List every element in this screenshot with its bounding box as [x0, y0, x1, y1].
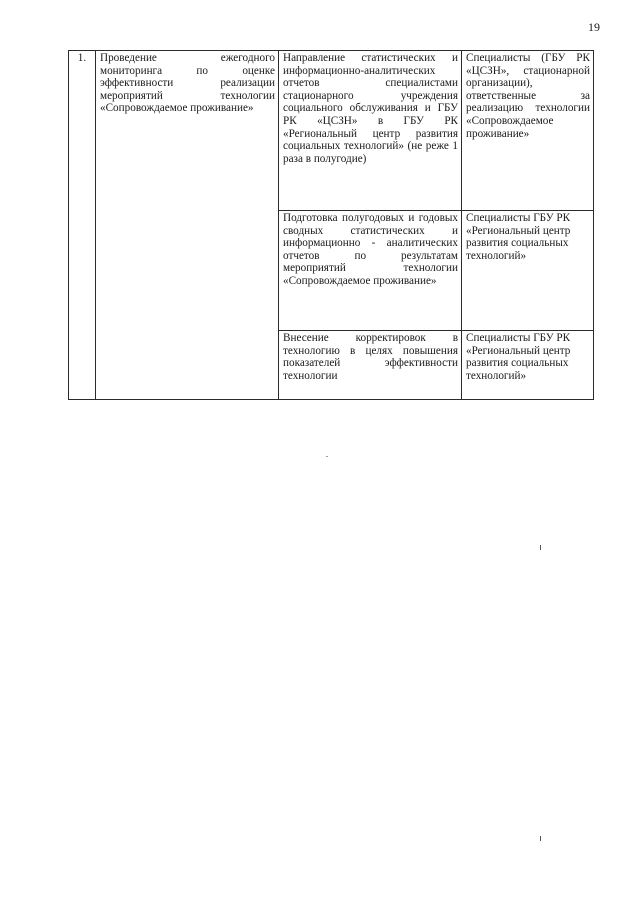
row-number-cell: 1.	[69, 51, 96, 400]
responsible-cell: Специалисты ГБУ РК «Региональный центр развития социальных технологий»	[462, 211, 594, 331]
responsible-cell: Специалисты (ГБУ РК «ЦСЗН», стационарной организации), ответственные за реализацию технологии «Сопровождаемое проживание»	[462, 51, 594, 211]
responsible-cell: Специалисты ГБУ РК «Региональный центр развития социальных технологий»	[462, 331, 594, 400]
scan-speck	[326, 456, 328, 457]
scan-mark	[540, 545, 541, 550]
page-number: 19	[588, 20, 600, 34]
activity-table	[68, 50, 594, 400]
action-cell: Направление статистических и информационно-аналитических отчетов специалистами стационарного учреждения социального обслуживания и ГБУ РК «ЦСЗН» в ГБУ РК «Региональный центр развития социальных технологий» (не реже 1 раза в полугодие)	[279, 51, 462, 211]
action-cell: Подготовка полугодовых и годовых сводных статистических и информационно - аналитических отчетов по результатам мероприятий технологии «Сопровождаемое проживание»	[279, 211, 462, 331]
table-row	[69, 51, 594, 211]
action-cell: Внесение корректировок в технологию в целях повышения показателей эффективности технологии	[279, 331, 462, 400]
activity-cell: Проведение ежегодного мониторинга по оценке эффективности реализации мероприятий технологии «Сопровождаемое проживание»	[96, 51, 279, 400]
scan-mark	[540, 836, 541, 841]
